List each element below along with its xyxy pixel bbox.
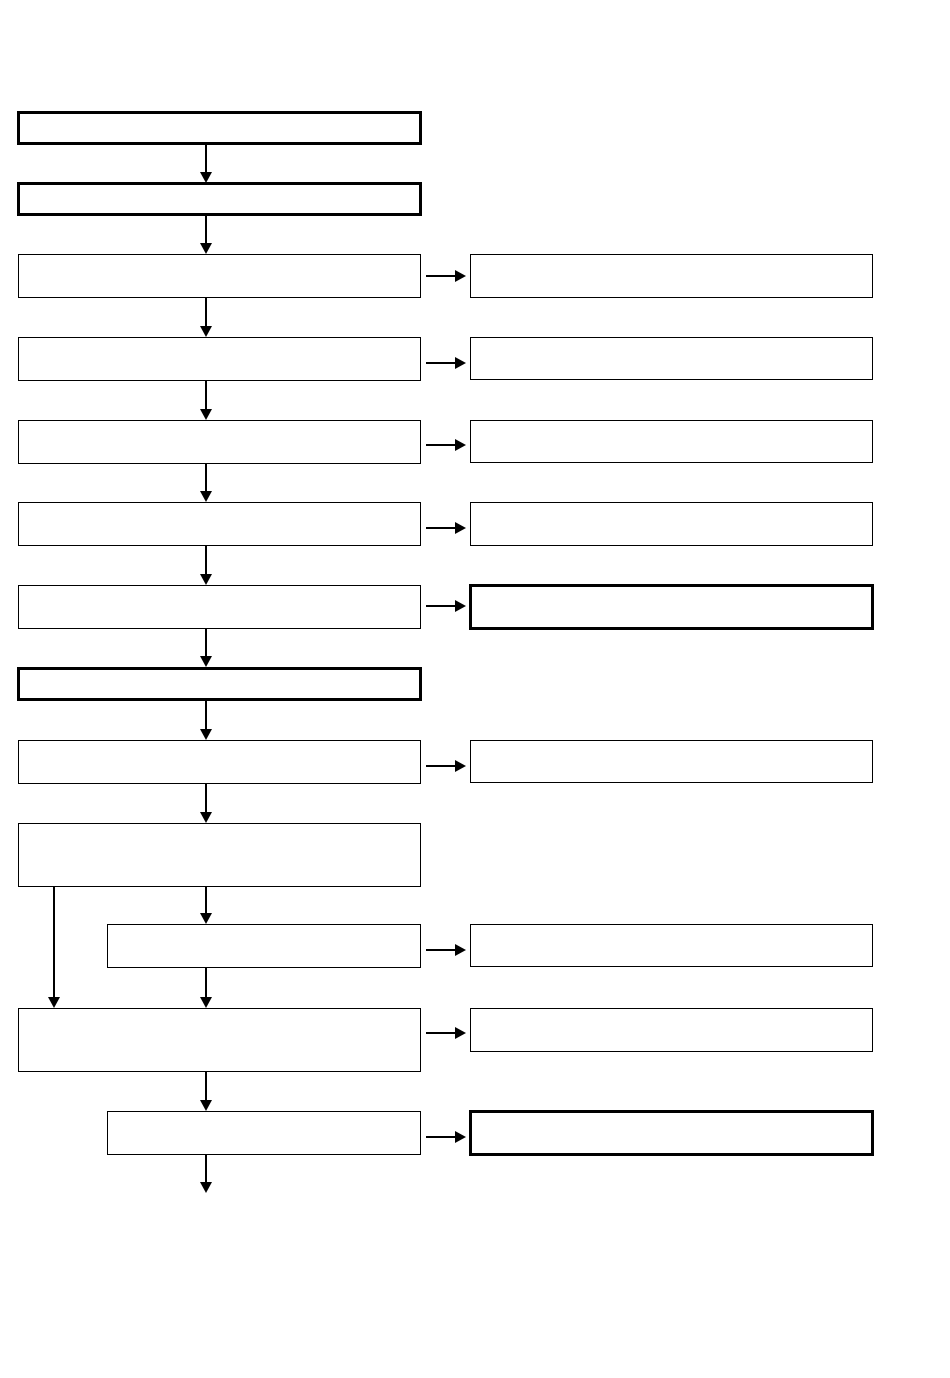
- step-box-12: [18, 1008, 421, 1072]
- down-arrowhead-3: [200, 326, 212, 337]
- down-arrowhead-10: [200, 913, 212, 924]
- result-box-8: [470, 1008, 873, 1052]
- right-connector-6: [426, 765, 455, 767]
- step-box-11: [107, 924, 421, 968]
- down-connector-11: [205, 968, 207, 997]
- right-connector-7: [426, 949, 455, 951]
- down-arrowhead-4: [200, 409, 212, 420]
- bypass-connector: [53, 887, 55, 997]
- step-box-5: [18, 420, 421, 464]
- down-connector-10: [205, 887, 207, 913]
- result-box-6: [470, 740, 873, 783]
- result-box-5: [469, 584, 874, 630]
- down-connector-5: [205, 464, 207, 491]
- right-arrowhead-8: [455, 1027, 466, 1039]
- result-box-7: [470, 924, 873, 967]
- step-box-7: [18, 585, 421, 629]
- result-box-1: [470, 254, 873, 298]
- right-connector-5: [426, 605, 455, 607]
- step-box-8: [17, 667, 422, 701]
- down-arrowhead-13: [200, 1182, 212, 1193]
- result-box-9: [469, 1110, 874, 1156]
- right-connector-1: [426, 275, 455, 277]
- down-arrowhead-7: [200, 656, 212, 667]
- step-box-1: [17, 111, 422, 145]
- right-arrowhead-4: [455, 522, 466, 534]
- step-box-2: [17, 182, 422, 216]
- right-connector-8: [426, 1032, 455, 1034]
- right-arrowhead-5: [455, 600, 466, 612]
- right-arrowhead-6: [455, 760, 466, 772]
- step-box-10: [18, 823, 421, 887]
- down-connector-3: [205, 298, 207, 326]
- down-connector-8: [205, 701, 207, 729]
- down-connector-7: [205, 629, 207, 656]
- down-arrowhead-5: [200, 491, 212, 502]
- step-box-6: [18, 502, 421, 546]
- result-box-4: [470, 502, 873, 546]
- down-connector-4: [205, 381, 207, 409]
- down-connector-6: [205, 546, 207, 574]
- step-box-13: [107, 1111, 421, 1155]
- down-connector-2: [205, 216, 207, 243]
- step-box-4: [18, 337, 421, 381]
- down-arrowhead-11: [200, 997, 212, 1008]
- result-box-3: [470, 420, 873, 463]
- down-connector-1: [205, 145, 207, 172]
- down-arrowhead-2: [200, 243, 212, 254]
- down-connector-12: [205, 1072, 207, 1100]
- down-arrowhead-9: [200, 812, 212, 823]
- right-arrowhead-1: [455, 270, 466, 282]
- down-connector-13: [205, 1155, 207, 1182]
- right-connector-2: [426, 362, 455, 364]
- right-connector-3: [426, 444, 455, 446]
- down-arrowhead-12: [200, 1100, 212, 1111]
- result-box-2: [470, 337, 873, 380]
- right-arrowhead-7: [455, 944, 466, 956]
- down-arrowhead-1: [200, 172, 212, 183]
- down-arrowhead-6: [200, 574, 212, 585]
- right-connector-4: [426, 527, 455, 529]
- right-arrowhead-2: [455, 357, 466, 369]
- bypass-arrowhead: [48, 997, 60, 1008]
- step-box-9: [18, 740, 421, 784]
- right-connector-9: [426, 1136, 455, 1138]
- step-box-3: [18, 254, 421, 298]
- down-connector-9: [205, 784, 207, 812]
- down-arrowhead-8: [200, 729, 212, 740]
- right-arrowhead-3: [455, 439, 466, 451]
- right-arrowhead-9: [455, 1131, 466, 1143]
